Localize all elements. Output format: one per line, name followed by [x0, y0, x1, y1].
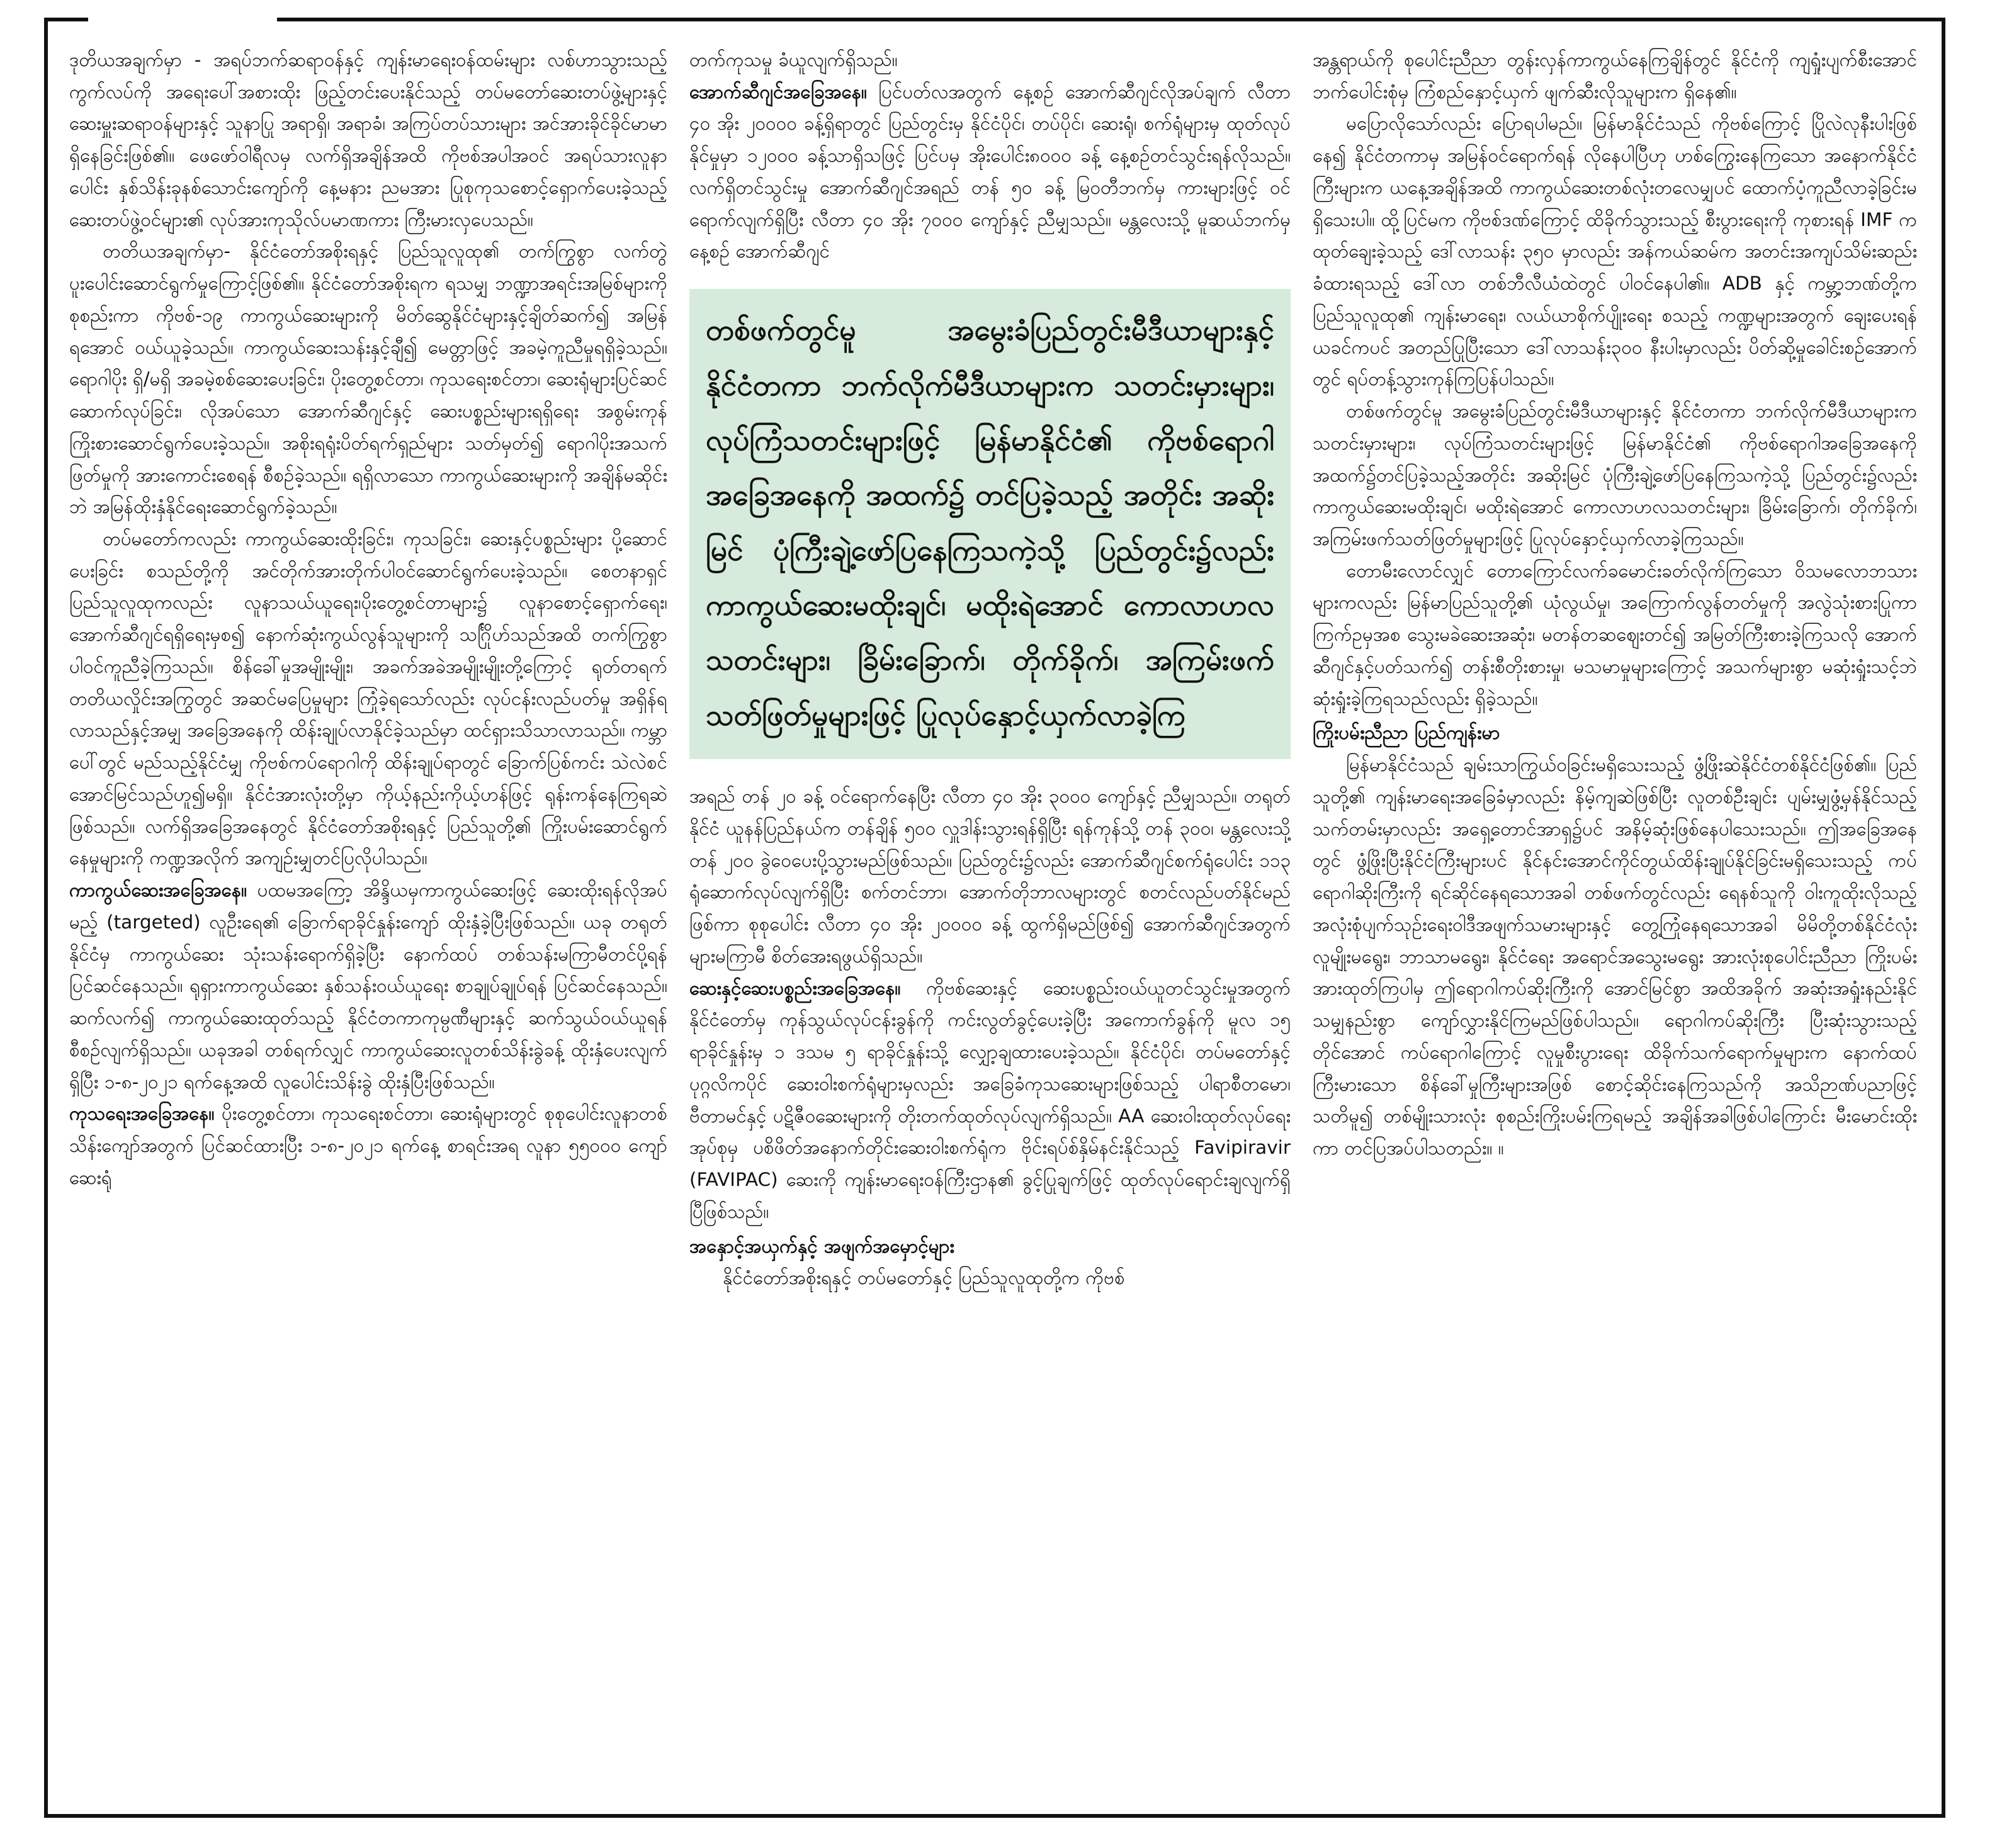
section-heading: အနှောင့်အယှက်နှင့် အဖျက်အမှောင့်များ [689, 1235, 954, 1257]
paragraph-text: ကိုဗစ်ဆေးနှင့် ဆေးပစ္စည်းဝယ်ယူတင်သွင်းမှုအတွက် နိုင်ငံတော်မှ ကုန်သွယ်လုပ်ငန်းခွန်ကို ကင်းလွတ်ခွင့်ပေးခဲ့ပြီး အကောက်ခွန်ကို မူလ ၁၅ ရာခိုင်နှုန်းမှ ၁ ဒသမ ၅ ရာခိုင်နှုန်းသို့ လျှော့ချထားပေးခဲ့သည်။ နိုင်ငံပိုင်၊ တပ်မတော်နှင့် ပုဂ္ဂလိကပိုင် ဆေးဝါးစက်ရုံများမှလည်း အခြေခံကုသဆေးများဖြစ်သည့် ပါရာစီတမော၊ ဗီတာမင်နှင့် ပဋိဇီဝဆေးများကို တိုးတက်ထုတ်လုပ်လျက်ရှိသည်။ AA ဆေးဝါးထုတ်လုပ်ရေးအုပ်စုမှ ပစိဖိတ်အနောက်တိုင်းဆေးဝါးစက်ရုံက ဗိုင်းရပ်စ်နှိမ်နင်းနိုင်သည့် Favipiravir (FAVIPAC) ဆေးကို ကျန်းမာရေးဝန်ကြီးဌာန၏ ခွင့်ပြုချက်ဖြင့် ထုတ်လုပ်ရောင်းချလျက်ရှိပြီဖြစ်သည်။ [689, 977, 1291, 1222]
paragraph [1313, 555, 1917, 715]
frame-gap [88, 11, 277, 26]
paragraph-text: တပ်မတော်ကလည်း ကာကွယ်ဆေးထိုးခြင်း၊ ကုသခြင်း၊ ဆေးနှင့်ပစ္စည်းများ ပို့ဆောင်ပေးခြင်း စသည်တို့ကို အင်တိုက်အားတိုက်ပါဝင်ဆောင်ရွက်ပေးခဲ့သည်။ စေတနာရှင်ပြည်သူလူထုကလည်း လူနာသယ်ယူရေး၊ပိုးတွေ့စင်တာများ၌ လူနာစောင့်ရှောက်ရေး၊ အောက်ဆီဂျင်ရရှိရေးမှစ၍ နောက်ဆုံးကွယ်လွန်သူများကို သင်္ဂြိုဟ်သည်အထိ တက်ကြွစွာ ပါဝင်ကူညီခဲ့ကြသည်။ စိန်ခေါ်မှုအမျိုးမျိုး၊ အခက်အခဲအမျိုးမျိုးတို့ကြောင့် ရုတ်တရက်တတိယလှိုင်းအကြွတွင် အဆင်မပြေမှုများ ကြုံခဲ့ရသော်လည်း လုပ်ငန်းလည်ပတ်မှု အရှိန်ရလာသည်နှင့်အမျှ အခြေအနေကို ထိန်းချုပ်လာနိုင်ခဲ့သည်မှာ ထင်ရှားသိသာလာသည်။ ကမ္ဘာပေါ်တွင် မည်သည့်နိုင်ငံမျှ ကိုဗစ်ကပ်ရောဂါကို ထိန်းချုပ်ရာတွင် ခြောက်ပြစ်ကင်း သဲလဲစင်အောင်မြင်သည်ဟူ၍မရှိ။ နိုင်ငံအားလုံးတို့မှာ ကိုယ့်နည်းကိုယ့်ဟန်ဖြင့် ရုန်းကန်နေကြရဆဲဖြစ်သည်။ လက်ရှိအခြေအနေတွင် နိုင်ငံတော်အစိုးရနှင့် ပြည်သူတို့၏ ကြိုးပမ်းဆောင်ရွက်နေမှုများကို ကဏ္ဍအလိုက် အကျဉ်းမျှတင်ပြလိုပါသည်။ [69, 528, 667, 869]
paragraph [69, 44, 667, 235]
paragraph-text: ပြင်ပတ်လအတွက် နေ့စဉ် အောက်ဆီဂျင်လိုအပ်ချက် လီတာ ၄၀ အိုး ၂၀၀၀၀ ခန့်ရှိရာတွင် ပြည်တွင်းမှ နိုင်ငံပိုင်၊ တပ်ပိုင်၊ ဆေးရုံ၊ စက်ရုံများမှ ထုတ်လုပ်နိုင်မှုမှာ ၁၂၀၀၀ ခန့်သာရှိသဖြင့် ပြင်ပမှ အိုးပေါင်း၈၀၀၀ ခန့် နေ့စဉ်တင်သွင်းရန်လိုသည်။ လက်ရှိတင်သွင်းမှု အောက်ဆီဂျင်အရည် တန် ၅၀ ခန့် မြဝတီဘက်မှ ကားများဖြင့် ဝင်ရောက်လျက်ရှိပြီး လီတာ ၄၀ အိုး ၇၀၀၀ ကျော်နှင့် ညီမျှသည်။ မန္တလေးသို့ မူဆယ်ဘက်မှ နေ့စဉ် အောက်ဆီဂျင် [689, 81, 1291, 262]
paragraph [689, 44, 1291, 76]
paragraph [69, 1098, 667, 1193]
paragraph [69, 874, 667, 1098]
column-2-top-text [689, 44, 1291, 268]
paragraph [689, 780, 1291, 972]
paragraph-text: အရည် တန် ၂၀ ခန့် ဝင်ရောက်နေပြီး လီတာ ၄၀ အိုး ၃၀၀၀ ကျော်နှင့် ညီမျှသည်။ တရုတ်နိုင်ငံ ယူနန်ပြည်နယ်က တန်ချိန် ၅၀၀ လှူဒါန်းသွားရန်ရှိပြီး ရန်ကုန်သို့ တန် ၃၀၀၊ မန္တလေးသို့ တန် ၂၀၀ ခွဲဝေပေးပို့သွားမည်ဖြစ်သည်။ ပြည်တွင်း၌လည်း အောက်ဆီဂျင်စက်ရုံပေါင်း ၁၁၃ ရုံဆောက်လုပ်လျက်ရှိပြီး စက်တင်ဘာ၊ အောက်တိုဘာလများတွင် စတင်လည်ပတ်နိုင်မည်ဖြစ်ကာ စုစုပေါင်း လီတာ ၄၀ အိုး ၂၀၀၀၀ ခန့် ထွက်ရှိမည်ဖြစ်၍ အောက်ဆီဂျင်အတွက် များမကြာမီ စိတ်အေးရဖွယ်ရှိသည်။ [689, 786, 1291, 967]
column-2-bottom-text [689, 780, 1291, 1294]
paragraph-text: နိုင်ငံတော်အစိုးရနှင့် တပ်မတော်နှင့် ပြည်သူလူထုတို့က ကိုဗစ် [723, 1267, 1125, 1289]
paragraph-text: ပိုးတွေ့စင်တာ၊ ကုသရေးစင်တာ၊ ဆေးရုံများတွင် စုစုပေါင်းလူနာတစ်သိန်းကျော်အတွက် ပြင်ဆင်ထားပြီး ၁-၈-၂၀၂၁ ရက်နေ့ စာရင်းအရ လူနာ ၅၅၀၀၀ ကျော် ဆေးရုံ [69, 1103, 667, 1188]
paragraph [1313, 108, 1917, 395]
paragraph-lead-heading: ဆေးနှင့်ဆေးပစ္စည်းအခြေအနေ။ [689, 977, 901, 999]
paragraph-text: တစ်ဖက်တွင်မူ အမွေးခံပြည်တွင်းမီဒီယာများနှင့် နိုင်ငံတကာ ဘက်လိုက်မီဒီယာများက သတင်းမှားများ၊ လုပ်ကြံသတင်းများဖြင့် မြန်မာနိုင်ငံ၏ ကိုဗစ်ရောဂါအခြေအနေကို အထက်၌တင်ပြခဲ့သည့်အတိုင်း အဆိုးမြင် ပုံကြီးချဲ့ဖော်ပြနေကြသကဲ့သို့ ပြည်တွင်း၌လည်း ကာကွယ်ဆေးမထိုးချင်၊ မထိုးရဲအောင် ကောလာဟလသတင်းများ၊ ခြိမ်းခြောက်၊ တိုက်ခိုက်၊ အကြမ်းဖက်သတ်ဖြတ်မှုများဖြင့် ပြုလုပ်နှောင့်ယှက်လာခဲ့ကြသည်။ [1313, 400, 1917, 550]
paragraph-text: မြန်မာနိုင်ငံသည် ချမ်းသာကြွယ်ဝခြင်းမရှိသေးသည့် ဖွံ့ဖြိုးဆဲနိုင်ငံတစ်နိုင်ငံဖြစ်၏။ ပြည်သူတို့၏ ကျန်းမာရေးအခြေခံမှာလည်း နိမ့်ကျဆဲဖြစ်ပြီး လူတစ်ဦးချင်း ပျမ်းမျှဖွံ့မှန်နိုင်သည့် သက်တမ်းမှာလည်း အရှေ့တောင်အာရှ၌ပင် အနိမ့်ဆုံးဖြစ်နေပါသေးသည်။ ဤအခြေအနေတွင် ဖွံ့ဖြိုးပြီးနိုင်ငံကြီးများပင် နိုင်နင်းအောင်ကိုင်တွယ်ထိန်းချုပ်နိုင်ခြင်းမရှိသေးသည့် ကပ်ရောဂါဆိုးကြီးကို ရင်ဆိုင်နေရသောအခါ တစ်ဖက်တွင်လည်း ရေနစ်သူကို ဝါးကူထိုးလိုသည့် အလုံးစုံပျက်သုဉ်းရေးဝါဒီအဖျက်သမားများနှင့် တွေ့ကြုံနေရသောအခါ မိမိတို့တစ်နိုင်ငံလုံး လူမျိုးမရွေး၊ ဘာသာမရွေး၊ နိုင်ငံရေး အရောင်အသွေးမရွေး အားလုံးစုပေါင်းညီညာ ကြိုးပမ်းအားထုတ်ကြပါမှ ဤရောဂါကပ်ဆိုးကြီးကို အောင်မြင်စွာ အထိအခိုက် အဆုံးအရှုံးနည်းနိုင်သမျှနည်းစွာ ကျော်လွှားနိုင်ကြမည်ဖြစ်ပါသည်။ ရောဂါကပ်ဆိုးကြီး ပြီးဆုံးသွားသည့်တိုင်အောင် ကပ်ရောဂါကြောင့် လူမှုစီးပွားရေး ထိခိုက်သက်ရောက်မှုများက နောက်ထပ်ကြီးမားသော စိန်ခေါ်မှုကြီးများအဖြစ် စောင့်ဆိုင်းနေကြသည်ကို အသိဉာဏ်ပညာဖြင့် သတိမူ၍ တစ်မျိုးသားလုံး စုစည်းကြိုးပမ်းကြရမည့် အချိန်အခါဖြစ်ပါကြောင်း မီးမောင်းထိုးကာ တင်ပြအပ်ပါသတည်း။ ။ [1313, 754, 1917, 1159]
article-column-1 [69, 44, 667, 1800]
section-heading: ကြိုးပမ်းညီညာ ပြည်ကျန်းမာ [1313, 722, 1500, 744]
paragraph [1313, 44, 1917, 108]
paragraph-text: တောမီးလောင်လျှင် တောကြောင်လက်ခမောင်းခတ်လိုက်ကြသော ဝိသမလောဘသားများကလည်း မြန်မာပြည်သူတို့၏ ယုံလွယ်မှု၊ အကြောက်လွန်တတ်မှုကို အလွဲသုံးစားပြုကာ ကြက်ဥမှအစ သွေးမခဲဆေးအဆုံး၊ မတန်တဆဈေးတင်၍ အမြတ်ကြီးစားခဲ့ကြသလို အောက်ဆီဂျင်နှင့်ပတ်သက်၍ တန်းစီတိုးစားမှု၊ မသမာမှုများကြောင့် အသက်များစွာ မဆုံးရှုံးသင့်ဘဲ ဆုံးရှုံးခဲ့ကြရသည်လည်း ရှိခဲ့သည်။ [1313, 560, 1917, 709]
article-column-3 [1313, 44, 1917, 1800]
paragraph-text: ဒုတိယအချက်မှာ - အရပ်ဘက်ဆရာဝန်နှင့် ကျန်းမာရေးဝန်ထမ်းများ လစ်ဟာသွားသည့်ကွက်လပ်ကို အရေးပေါ်အစားထိုး ဖြည့်တင်းပေးနိုင်သည့် တပ်မတော်ဆေးတပ်ဖွဲ့များနှင့် ဆေးမှူးဆရာဝန်များနှင့် သူနာပြု အရာရှိ၊ အရာခံ၊ အကြပ်တပ်သားများ အင်အားခိုင်ခိုင်မာမာ ရှိနေခြင်းဖြစ်၏။ ဖေဖော်ဝါရီလမှ လက်ရှိအချိန်အထိ ကိုဗစ်အပါအဝင် အရပ်သားလူနာပေါင်း နှစ်သိန်းခုနစ်သောင်းကျော်ကို နေ့မနား ညမအား ပြုစုကုသစောင့်ရှောက်ပေးခဲ့သည့် ဆေးတပ်ဖွဲ့ဝင်များ၏ လုပ်အားကုသိုလ်ပမာဏကား ကြီးမားလှပေသည်။ [69, 49, 667, 230]
paragraph-lead-heading: အောက်ဆီဂျင်အခြေအနေ။ [689, 81, 867, 103]
paragraph [69, 523, 667, 874]
paragraph [689, 1262, 1291, 1294]
pull-quote: တစ်ဖက်တွင်မူ အမွေးခံပြည်တွင်းမီဒီယာများနှင့် နိုင်ငံတကာ ဘက်လိုက်မီဒီယာများက သတင်းမှားများ၊ လုပ်ကြံသတင်းများဖြင့် မြန်မာနိုင်ငံ၏ ကိုဗစ်ရောဂါအခြေအနေကို အထက်၌ တင်ပြခဲ့သည့် အတိုင်း အဆိုးမြင် ပုံကြီးချဲ့ဖော်ပြနေကြသကဲ့သို့ ပြည်တွင်း၌လည်း ကာကွယ်ဆေးမထိုးချင်၊ မထိုးရဲအောင် ကောလာဟလသတင်းများ၊ ခြိမ်းခြောက်၊ တိုက်ခိုက်၊ အကြမ်းဖက်သတ်ဖြတ်မှုများဖြင့် ပြုလုပ်နှောင့်ယှက်လာခဲ့ကြ [689, 289, 1291, 759]
paragraph-text: တတိယအချက်မှာ- နိုင်ငံတော်အစိုးရနှင့် ပြည်သူလူထု၏ တက်ကြွစွာ လက်တွဲပူးပေါင်းဆောင်ရွက်မှုကြောင့်ဖြစ်၏။ နိုင်ငံတော်အစိုးရက ရသမျှ ဘဏ္ဍာအရင်းအမြစ်များကို စုစည်းကာ ကိုဗစ်-၁၉ ကာကွယ်ဆေးများကို မိတ်ဆွေနိုင်ငံများနှင့်ချိတ်ဆက်၍ အမြန်ရအောင် ဝယ်ယူခဲ့သည်။ ကာကွယ်ဆေးသန်းနှင့်ချီ၍ မေတ္တာဖြင့် အခမဲ့ကူညီမှုရရှိခဲ့သည်။ ရောဂါပိုး ရှိ/မရှိ အခမဲ့စစ်ဆေးပေးခြင်း၊ ပိုးတွေ့စင်တာ၊ ကုသရေးစင်တာ၊ ဆေးရုံများပြင်ဆင်ဆောက်လုပ်ခြင်း၊ လိုအပ်သော အောက်ဆီဂျင်နှင့် ဆေးပစ္စည်းများရရှိရေး အစွမ်းကုန် ကြိုးစားဆောင်ရွက်ပေးခဲ့သည်။ အစိုးရရုံးပိတ်ရက်ရှည်များ သတ်မှတ်၍ ရောဂါပိုးအသက်ဖြတ်မှုကို အားကောင်းစေရန် စီစဉ်ခဲ့သည်။ ရရှိလာသော ကာကွယ်ဆေးများကို အချိန်မဆိုင်းဘဲ အမြန်ထိုးနှံနိုင်ရေးဆောင်ရွက်ခဲ့သည်။ [69, 240, 667, 518]
paragraph [69, 235, 667, 523]
paragraph-lead-heading: ကာကွယ်ဆေးအခြေအနေ။ [69, 879, 247, 901]
paragraph [1313, 395, 1917, 555]
paragraph-text: အန္တရာယ်ကို စုပေါင်းညီညာ တွန်းလှန်ကာကွယ်နေကြချိန်တွင် နိုင်ငံကို ကျရှုံးပျက်စီးအောင် ဘက်ပေါင်းစုံမှ ကြံစည်နှောင့်ယှက် ဖျက်ဆီးလိုသူများက ရှိနေ၏။ [1313, 49, 1917, 103]
paragraph-text: တက်ကုသမှု ခံယူလျက်ရှိသည်။ [689, 49, 898, 70]
article-column-2 [689, 44, 1291, 1800]
paragraph-text: ပထမအကြော့ အိန္ဒိယမှကာကွယ်ဆေးဖြင့် ဆေးထိုးရန်လိုအပ်မည့် (targeted) လူဦးရေ၏ ခြောက်ရာခိုင်နှုန်းကျော် ထိုးနှံခဲ့ပြီးဖြစ်သည်။ ယခု တရုတ်နိုင်ငံမှ ကာကွယ်ဆေး သုံးသန်းရောက်ရှိခဲ့ပြီး နောက်ထပ် တစ်သန်းမကြာမီတင်ပို့ရန် ပြင်ဆင်နေသည်။ ရုရှားကာကွယ်ဆေး နှစ်သန်းဝယ်ယူရေး စာချုပ်ချုပ်ရန် ပြင်ဆင်နေသည်။ ဆက်လက်၍ ကာကွယ်ဆေးထုတ်သည့် နိုင်ငံတကာကုမ္ပဏီများနှင့် ဆက်သွယ်ဝယ်ယူရန် စီစဉ်လျက်ရှိသည်။ ယခုအခါ တစ်ရက်လျှင် ကာကွယ်ဆေးလူတစ်သိန်းခွဲခန့် ထိုးနှံပေးလျက်ရှိပြီး ၁-၈-၂၀၂၁ ရက်နေ့အထိ လူပေါင်းသိန်းခွဲ ထိုးနှံပြီးဖြစ်သည်။ [69, 879, 667, 1093]
paragraph-text: မပြောလိုသော်လည်း ပြောရပါမည်။ မြန်မာနိုင်ငံသည် ကိုဗစ်ကြောင့် ပြိုလဲလုနီးပါးဖြစ်နေ၍ နိုင်ငံတကာမှ အမြန်ဝင်ရောက်ရန် လိုနေပါပြီဟု ဟစ်ကြွေးနေကြသော အနောက်နိုင်ငံကြီးများက ယနေ့အချိန်အထိ ကာကွယ်ဆေးတစ်လုံးတလေမျှပင် ထောက်ပံ့ကူညီလာခဲ့ခြင်းမရှိသေးပါ။ ထို့ပြင်မက ကိုဗစ်ဒဏ်ကြောင့် ထိခိုက်သွားသည့် စီးပွားရေးကို ကုစားရန် IMF က ထုတ်ချေးခဲ့သည့် ဒေါ်လာသန်း ၃၅၀ မှာလည်း အန်ကယ်ဆမ်က အတင်းအကျပ်သိမ်းဆည်းခံထားရသည့် ဒေါ်လာ တစ်ဘီလီယံထဲတွင် ပါဝင်နေပါ၏။ ADB နှင့် ကမ္ဘာ့ဘဏ်တို့က ပြည်သူလူထု၏ ကျန်းမာရေး၊ လယ်ယာစိုက်ပျိုးရေး စသည့် ကဏ္ဍများအတွက် ချေးပေးရန် ယခင်ကပင် အတည်ပြုပြီးသော ဒေါ်လာသန်း၃၀၀ နီးပါးမှာလည်း ပိတ်ဆို့မှုခေါင်းစဉ်အောက်တွင် ရပ်တန့်သွားကုန်ကြပြန်ပါသည်။ [1313, 113, 1917, 390]
paragraph [689, 972, 1291, 1228]
paragraph [689, 76, 1291, 268]
paragraph-lead-heading: ကုသရေးအခြေအနေ။ [69, 1103, 215, 1125]
paragraph [1313, 749, 1917, 1164]
